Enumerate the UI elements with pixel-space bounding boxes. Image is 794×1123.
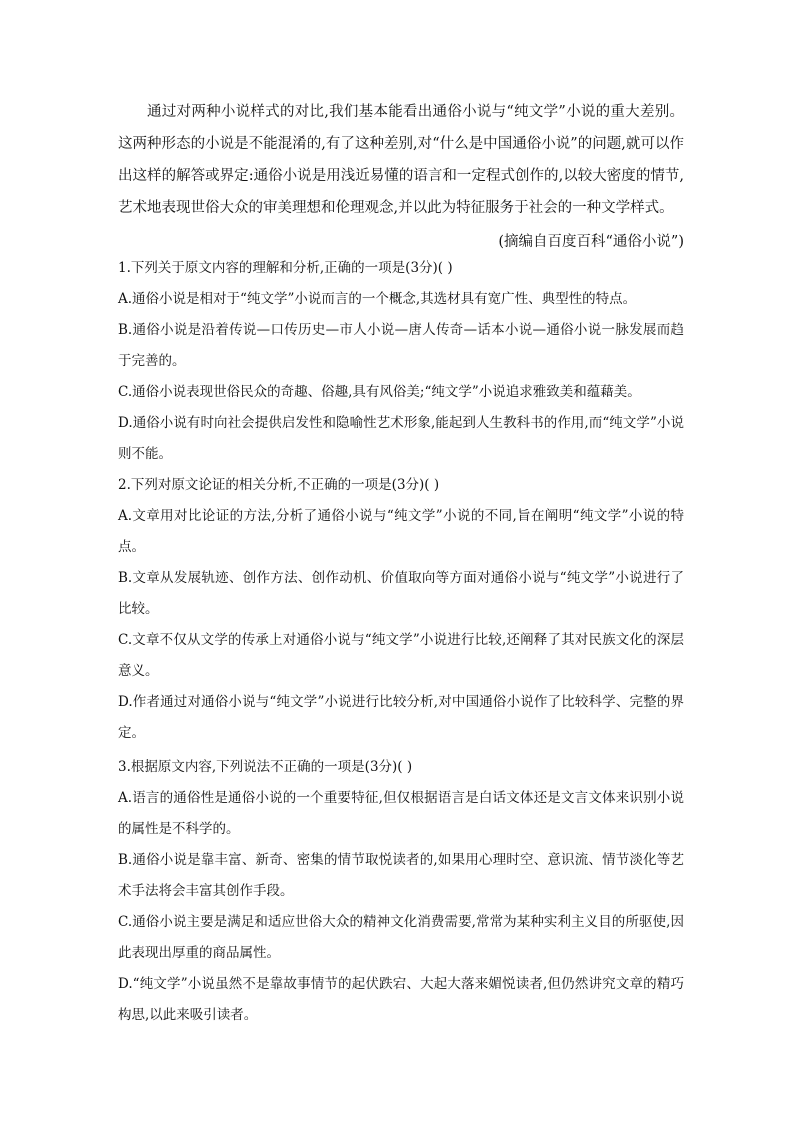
option-d: D.作者通过对通俗小说与“纯文学”小说进行比较分析,对中国通俗小说作了比较科学、完整的界定。	[118, 694, 684, 741]
option-d: D.通俗小说有时向社会提供启发性和隐喻性艺术形象,能起到人生教科书的作用,而“纯文学”小说则不能。	[118, 415, 684, 462]
option-c: C.文章不仅从文学的传承上对通俗小说与“纯文学”小说进行比较,还阐释了其对民族文化的深层意义。	[118, 632, 684, 679]
question-stem: 3.根据原文内容,下列说法不正确的一项是(3分)( )	[118, 759, 413, 775]
passage-source: (摘编自百度百科“通俗小说”)	[498, 234, 684, 250]
option-b: B.文章从发展轨迹、创作方法、创作动机、价值取向等方面对通俗小说与“纯文学”小说进行了比较。	[118, 570, 684, 617]
option-a: A.文章用对比论证的方法,分析了通俗小说与“纯文学”小说的不同,旨在阐明“纯文学”小说的特点。	[118, 508, 684, 555]
question-stem: 2.下列对原文论证的相关分析,不正确的一项是(3分)( )	[118, 477, 440, 493]
option-b: B.通俗小说是靠丰富、新奇、密集的情节取悦读者的,如果用心理时空、意识流、情节淡化等艺术手法将会丰富其创作手段。	[118, 852, 684, 899]
option-a: A.语言的通俗性是通俗小说的一个重要特征,但仅根据语言是白话文体还是文言文体来识别小说的属性是不科学的。	[118, 790, 684, 837]
question-3	[118, 752, 684, 1031]
question-2	[118, 470, 684, 749]
question-stem: 1.下列关于原文内容的理解和分析,正确的一项是(3分)( )	[118, 260, 453, 276]
passage-paragraph: 通过对两种小说样式的对比,我们基本能看出通俗小说与“纯文学”小说的重大差别。这两种形态的小说是不能混淆的,有了这种差别,对“什么是中国通俗小说”的问题,就可以作出这样的解答或界定:通俗小说是用浅近易懂的语言和一定程式创作的,以较大密度的情节,艺术地表现世俗大众的审美理想和伦理观念,并以此为特征服务于社会的一种文学样式。	[118, 104, 684, 216]
option-b: B.通俗小说是沿着传说—口传历史—市人小说—唐人传奇—话本小说—通俗小说一脉发展而趋于完善的。	[118, 322, 684, 369]
option-c: C.通俗小说主要是满足和适应世俗大众的精神文化消费需要,常常为某种实利主义目的所驱使,因此表现出厚重的商品属性。	[118, 914, 684, 961]
option-c: C.通俗小说表现世俗民众的奇趣、俗趣,具有风俗美;“纯文学”小说追求雅致美和蕴藉美。	[118, 384, 641, 400]
option-a: A.通俗小说是相对于“纯文学”小说而言的一个概念,其选材具有宽广性、典型性的特点。	[118, 291, 637, 307]
question-1	[118, 253, 684, 470]
option-d: D.“纯文学”小说虽然不是靠故事情节的起伏跌宕、大起大落来媚悦读者,但仍然讲究文章的精巧构思,以此来吸引读者。	[118, 976, 684, 1023]
